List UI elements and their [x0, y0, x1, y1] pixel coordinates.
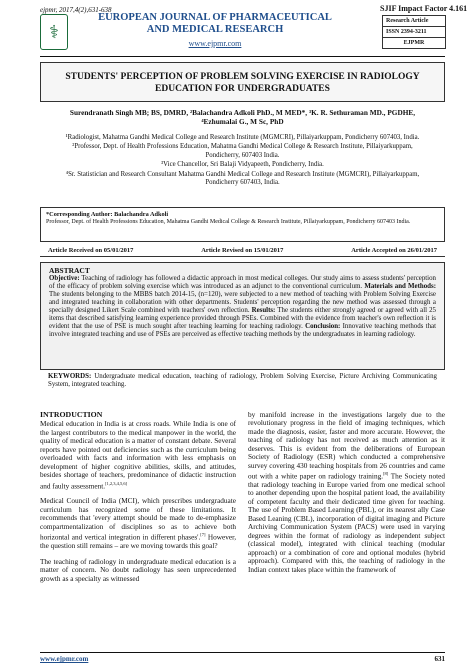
body-column-right: [248, 411, 445, 574]
keywords: [40, 373, 445, 389]
abstract-conclusion-label: Conclusion:: [305, 323, 341, 331]
footer-url-link[interactable]: www.ejpmr.com: [40, 655, 89, 663]
title-line1: STUDENTS' PERCEPTION OF PROBLEM SOLVING EXERCISE IN RADIOLOGY: [65, 72, 420, 82]
date-accepted: Article Accepted on 26/01/2017: [351, 247, 437, 254]
intro-p2-text: Medical Council of India (MCI), which prescribes undergraduate curriculum has recognized some of these limitations. It recommends that 'every attempt should be made to de-emphasize compartmentalization of disciplines so as to achieve both horizontal and vertical integration in different phases'.: [40, 497, 236, 542]
body-column-left: [40, 411, 236, 590]
journal-name-line1: EUROPEAN JOURNAL OF PHARMACEUTICAL: [98, 12, 332, 23]
abstract-results: The students either strongly agreed or agreed with all 25 items that described satisfying learning experience provided through PSEs. Combined with the evidence from teacher's own reflection it is evident that the use of PSE is much sought after teaching learning for teaching radiology.: [49, 307, 436, 331]
date-revised: Article Revised on 15/01/2017: [201, 247, 284, 254]
article-type-box: [382, 15, 446, 49]
intro-paragraph-1: [40, 420, 236, 490]
affiliation-3: ³Vice Chancellor, Sri Balaji Vidyapeeth, Pondicherry, India.: [161, 161, 324, 169]
page-number: 631: [434, 655, 445, 663]
intro-p1-ref: [1,2,3,4,5,6]: [105, 480, 128, 486]
col2-text: by manifold increase in the investigations largely due to the revolutionary progress in the field of imaging techniques, which made the diagnosis, easier, faster and more accurate. However, the teaching of radiology has not received as much attention as it deserves. This is evident from the deliberations of European Society of Radiology (ESR) which conducted a comprehensive survey covering 430 teaching hospitals from 26 countries and came out with a white paper on radiology training.: [248, 411, 445, 481]
abstract-objective-label: Objective:: [49, 275, 80, 283]
intro-p2-ref: [7]: [200, 532, 206, 538]
authors: [40, 108, 445, 126]
issn: ISSN 2394-3211: [383, 27, 445, 38]
corresponding-author-label: *Corresponding Author: Balachandra Adkoli: [46, 211, 169, 218]
affiliations: [60, 134, 425, 188]
journal-name-line2: AND MEDICAL RESEARCH: [146, 24, 284, 35]
col2-ref: [8]: [383, 471, 389, 477]
abstract-methods-label: Materials and Methods:: [364, 283, 436, 291]
col2b-text: The Society noted that radiology teaching in Europe varied from one medical school to another depending upon the hospital patient load, the availability of competent faculty and their dedicated time given for teaching. The use of Problem Based Learning (PBL), or its nearest ally Case Based Leaning (CBL), incorporation of digital imaging and Picture Archiving Communication System (PACS) were used in varying degrees within the format of radiology as independent subject (classical model), integrated with clinical teaching (modular approach) or a combination of core and optional modules (hybrid approach). Compared with this, the teaching of radiology in the Indian context takes place within the framework of: [248, 472, 445, 574]
corresponding-author-box: [40, 207, 445, 242]
introduction-heading: INTRODUCTION: [40, 410, 103, 419]
affiliation-2: ²Professor, Dept. of Health Professions Education, Mahatma Gandhi Medical College & Research Institute, Pillaiyarkuppam, Pondicherry, 607403 India.: [72, 143, 413, 159]
authors-line2: ⁴Ezhumalai G., M Sc, PhD: [201, 117, 284, 126]
abstract-conclusion: Innovative teaching methods that involve integrated teaching and use of PSEs are perceived as effective teaching methods by the undergraduates in learning radiology.: [49, 323, 436, 339]
intro-paragraph-3: The teaching of radiology in undergraduate medical education is a matter of concern. No doubt radiology has seen unprecedented growth as a specialty as witnessed: [40, 557, 236, 583]
header-divider: [40, 56, 445, 57]
journal-name: [80, 12, 350, 36]
article-type: Research Article: [383, 16, 445, 27]
affiliation-4: ⁴Sr. Statistician and Research Consultant Mahatma Gandhi Medical College and Research Institute (MGMCRI), Pillaiyarkuppam, Pondicherry 607403, India.: [65, 170, 420, 187]
article-title: [40, 62, 445, 102]
title-line2: EDUCATION FOR UNDERGRADUATES: [155, 84, 330, 94]
intro-paragraph-4: [248, 411, 445, 574]
abstract-results-label: Results:: [251, 307, 276, 315]
affiliation-1: ¹Radiologist, Mahatma Gandhi Medical College and Research Institute (MGMCRI), Pillaiyarkuppam, Pondicherry 607403, India.: [65, 134, 420, 141]
abstract-objective: Teaching of radiology has followed a didactic approach in most medical colleges. Our study aims to assess students' perception of the efficacy of problem solving exercise which was introduced as an adjunct to the conventional curriculum.: [49, 275, 436, 291]
intro-paragraph-2: [40, 497, 236, 550]
keywords-label: KEYWORDS:: [48, 373, 92, 380]
journal-logo-icon: ⚕: [40, 14, 68, 50]
abstract-box: [40, 262, 445, 370]
journal-url-link[interactable]: www.ejpmr.com: [188, 39, 242, 48]
keywords-text: Undergraduate medical education, teaching of radiology, Problem Solving Exercise, Picture Archiving Communicating System, integrated teaching.: [48, 373, 437, 388]
article-dates: [40, 247, 445, 257]
abstract-heading: ABSTRACT: [49, 266, 90, 275]
intro-p1-text: Medical education in India is at cross roads. While India is one of the largest contributors to the medical manpower in the world, the quality of medical education is a matter of constant debate. Several reports have pointed out deficiencies such as the curriculum being overloaded with facts and information with less emphasis on development of higher cognitive abilities, skills, and attitudes, besides shortage of teachers, predominance of didactic instruction and faulty assessment.: [40, 420, 236, 491]
abstract-methods: The students belonging to the MBBS batch 2014-15, (n=120), were subjected to a new method of teaching with Problem Solving Exercise and integrated teaching in collaboration with other departments. Students' perception regarding the new method was assessed through a specially designed Likert Scale combined with teachers' own reflection.: [49, 291, 436, 315]
date-received: Article Received on 05/01/2017: [48, 247, 134, 254]
corresponding-author-text: Professor, Dept. of Health Professions Education, Mahatma Gandhi Medical College & Research Institute, Pillaiyarkuppam, Pondicherry 607403 India.: [46, 219, 411, 226]
citation: ejpmr, 2017,4(2),631-638: [40, 6, 112, 14]
sjif-impact-factor: SJIF Impact Factor 4.161: [380, 4, 468, 13]
intro-p2b-text: However, the question still remains – are we moving towards this goal?: [40, 533, 236, 551]
journal-abbr: EJPMR: [403, 40, 425, 46]
page-footer: [40, 652, 445, 663]
authors-line1: Surendranath Singh MB; BS, DMRD, ²Balachandra Adkoli PhD., M MED*, ³K. R. Sethuraman MD., PGDHE,: [69, 108, 416, 117]
